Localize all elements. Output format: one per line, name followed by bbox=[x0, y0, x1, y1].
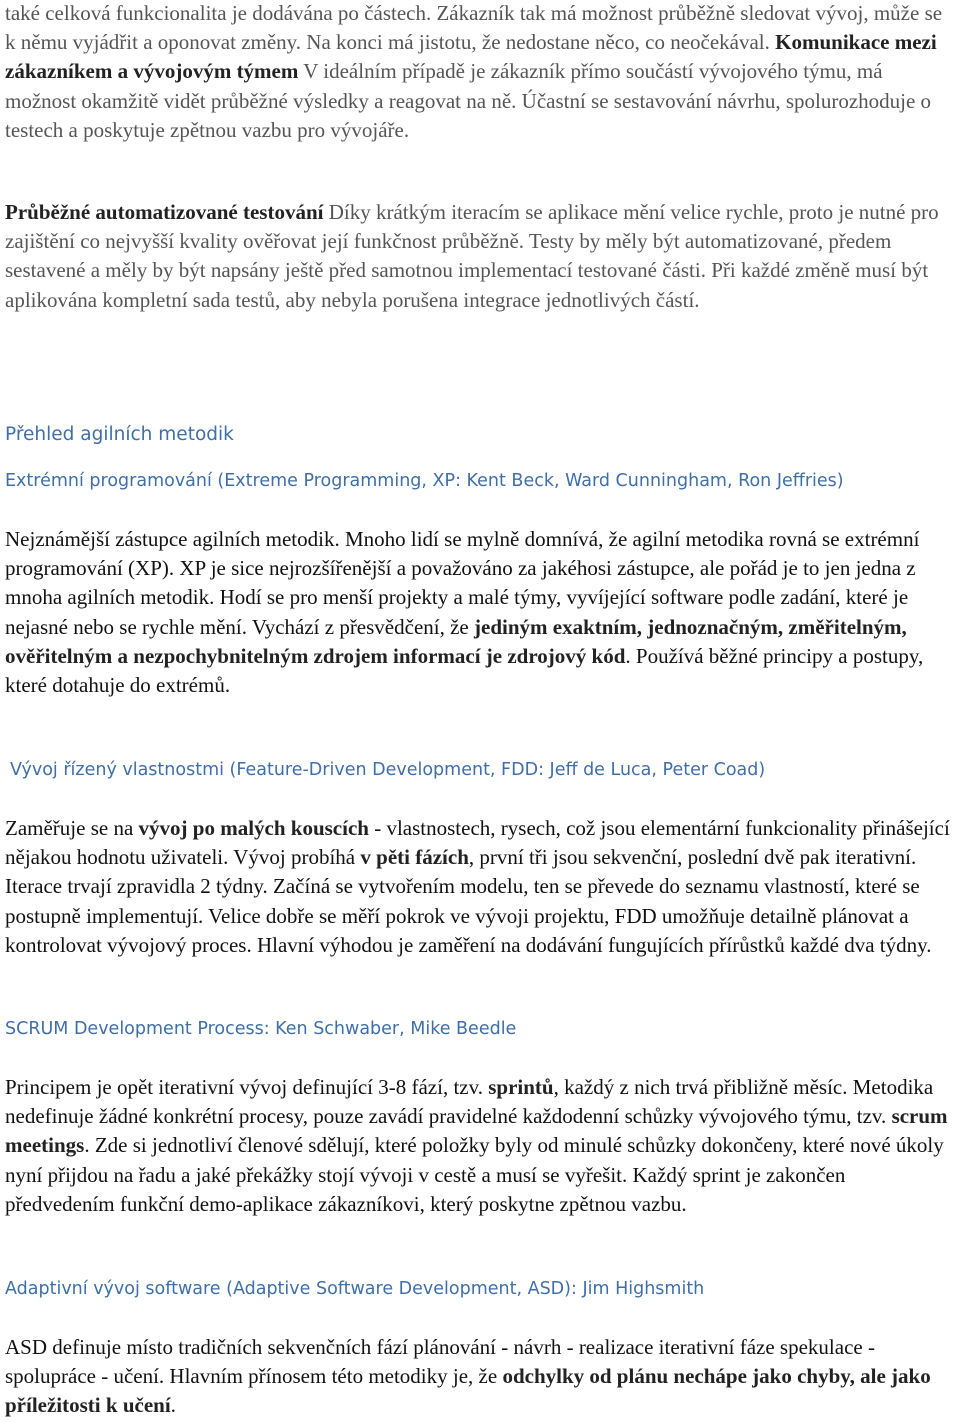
xp-text-a: Nejznámější zástupce agilních metodik. Mnoho lidí se mylně domnívá, že agilní metodika rovná se extrémní programování (XP). XP je sice nejrozšířenější a považováno za jakéhosi zástupce, ale pořád je to jen jedna z mnoha agilních metodik. Hodí se pro menší projekty a malé týmy, vyvíjející software podle zadání, které je nejasné nebo se rychle mění. Vychází z přesvědčení, že bbox=[5, 527, 920, 639]
testing-text: Díky krátkým iteracím se aplikace mění velice rychle, proto je nutné pro zajištění co nejvyšší kvality ověřovat její funkčnost průběžně. Testy by měly být automatizované, předem sestavené a měly by být napsány ještě před samotnou implementací testované části. Při každé změně musí být aplikována kompletní sada testů, aby nebyla porušena integrace jednotlivých částí. bbox=[5, 200, 939, 312]
scrum-text-b: , každý z nich trvá přibližně měsíc. Metodika nedefinuje žádné konkrétní procesy, pouze zavádí pravidelné každodenní schůzky vývojového týmu, tzv. bbox=[5, 1075, 934, 1129]
intro-text-b: V ideálním případě je zákazník přímo součástí vývojového týmu, má možnost okamžitě vidět průběžné výsledky a reagovat na ně. Účastní se sestavování návrhu, spolurozhoduje o testech a poskytuje zpětnou vazbu pro vývojáře. bbox=[5, 59, 932, 142]
fdd-text-b: - vlastnostech, rysech, což jsou elementární funkcionality přinášející nějakou hodnotu uživateli. Vývoj probíhá bbox=[5, 816, 950, 870]
xp-bold: jediným exaktním, jednoznačným, změřitelným, ověřitelným a nezpochybnitelným zdrojem informací je zdrojový kód bbox=[5, 614, 907, 668]
xp-paragraph bbox=[5, 525, 960, 700]
xp-text-b: . Používá běžné principy a postupy, které dotahuje do extrémů. bbox=[5, 643, 924, 698]
asd-bold: odchylky od plánu nechápe jako chyby, ale jako příležitosti k učení bbox=[5, 1364, 931, 1418]
fdd-heading: Vývoj řízený vlastnostmi (Feature-Driven Development, FDD: Jeff de Luca, Peter Coad) bbox=[10, 760, 766, 780]
intro-bold-heading: Komunikace mezi zákazníkem a vývojovým týmem bbox=[5, 30, 937, 84]
testing-paragraph bbox=[5, 198, 960, 315]
scrum-bold-2: scrum meetings bbox=[5, 1104, 948, 1158]
fdd-paragraph bbox=[5, 814, 960, 960]
fdd-text-c: , první tři jsou sekvenční, poslední dvě pak iterativní. Iterace trvají zpravidla 2 týdny. Začíná se vytvořením modelu, ten se převede do seznamu vlastností, které se postupně implementují. Velice dobře se měří pokrok ve vývoji projektu, FDD umožňuje detailně plánovat a kontrolovat vývojový proces. Hlavní výhodou je zaměření na dodávání fungujících přírůstků každé dva týdny. bbox=[5, 845, 932, 957]
scrum-text-a: Principem je opět iterativní vývoj definující 3-8 fází, tzv. bbox=[5, 1075, 489, 1099]
intro-paragraph bbox=[5, 0, 960, 145]
asd-paragraph bbox=[5, 1333, 960, 1421]
asd-text-b: . bbox=[170, 1393, 176, 1418]
fdd-bold-2: v pěti fázích bbox=[360, 845, 469, 870]
intro-text-a: také celková funkcionalita je dodávána po částech. Zákazník tak má možnost průběžně sledovat vývoj, může se k němu vyjádřit a oponovat změny. Na konci má jistotu, že nedostane něco, co neočekával. bbox=[5, 1, 943, 55]
scrum-paragraph bbox=[5, 1073, 960, 1219]
asd-text-a: ASD definuje místo tradičních sekvenčních fází plánování - návrh - realizace iterativní fáze spekulace - spolupráce - učení. Hlavním přínosem této metodiky je, že bbox=[5, 1335, 875, 1389]
scrum-text-c: . Zde si jednotliví členové sdělují, které položky byly od minulé schůzky dokončeny, které nové úkoly nyní přijdou na řadu a jaké překážky stojí vývoji v cestě a musí se vyřešit. Každý sprint je zakončen předvedením funkční demo-aplikace zákazníkovi, který poskytne zpětnou vazbu. bbox=[5, 1133, 944, 1216]
xp-heading: Extrémní programování (Extreme Programming, XP: Kent Beck, Ward Cunningham, Ron Jeffries) bbox=[5, 471, 844, 491]
testing-bold-heading: Průběžné automatizované testování bbox=[5, 200, 324, 224]
scrum-heading: SCRUM Development Process: Ken Schwaber, Mike Beedle bbox=[5, 1019, 517, 1039]
fdd-bold-1: vývoj po malých kouscích bbox=[138, 816, 369, 840]
asd-heading: Adaptivní vývoj software (Adaptive Software Development, ASD): Jim Highsmith bbox=[5, 1279, 705, 1299]
overview-heading: Přehled agilních metodik bbox=[5, 424, 234, 445]
scrum-bold-1: sprintů bbox=[488, 1075, 554, 1099]
fdd-text-a: Zaměřuje se na bbox=[5, 816, 139, 840]
